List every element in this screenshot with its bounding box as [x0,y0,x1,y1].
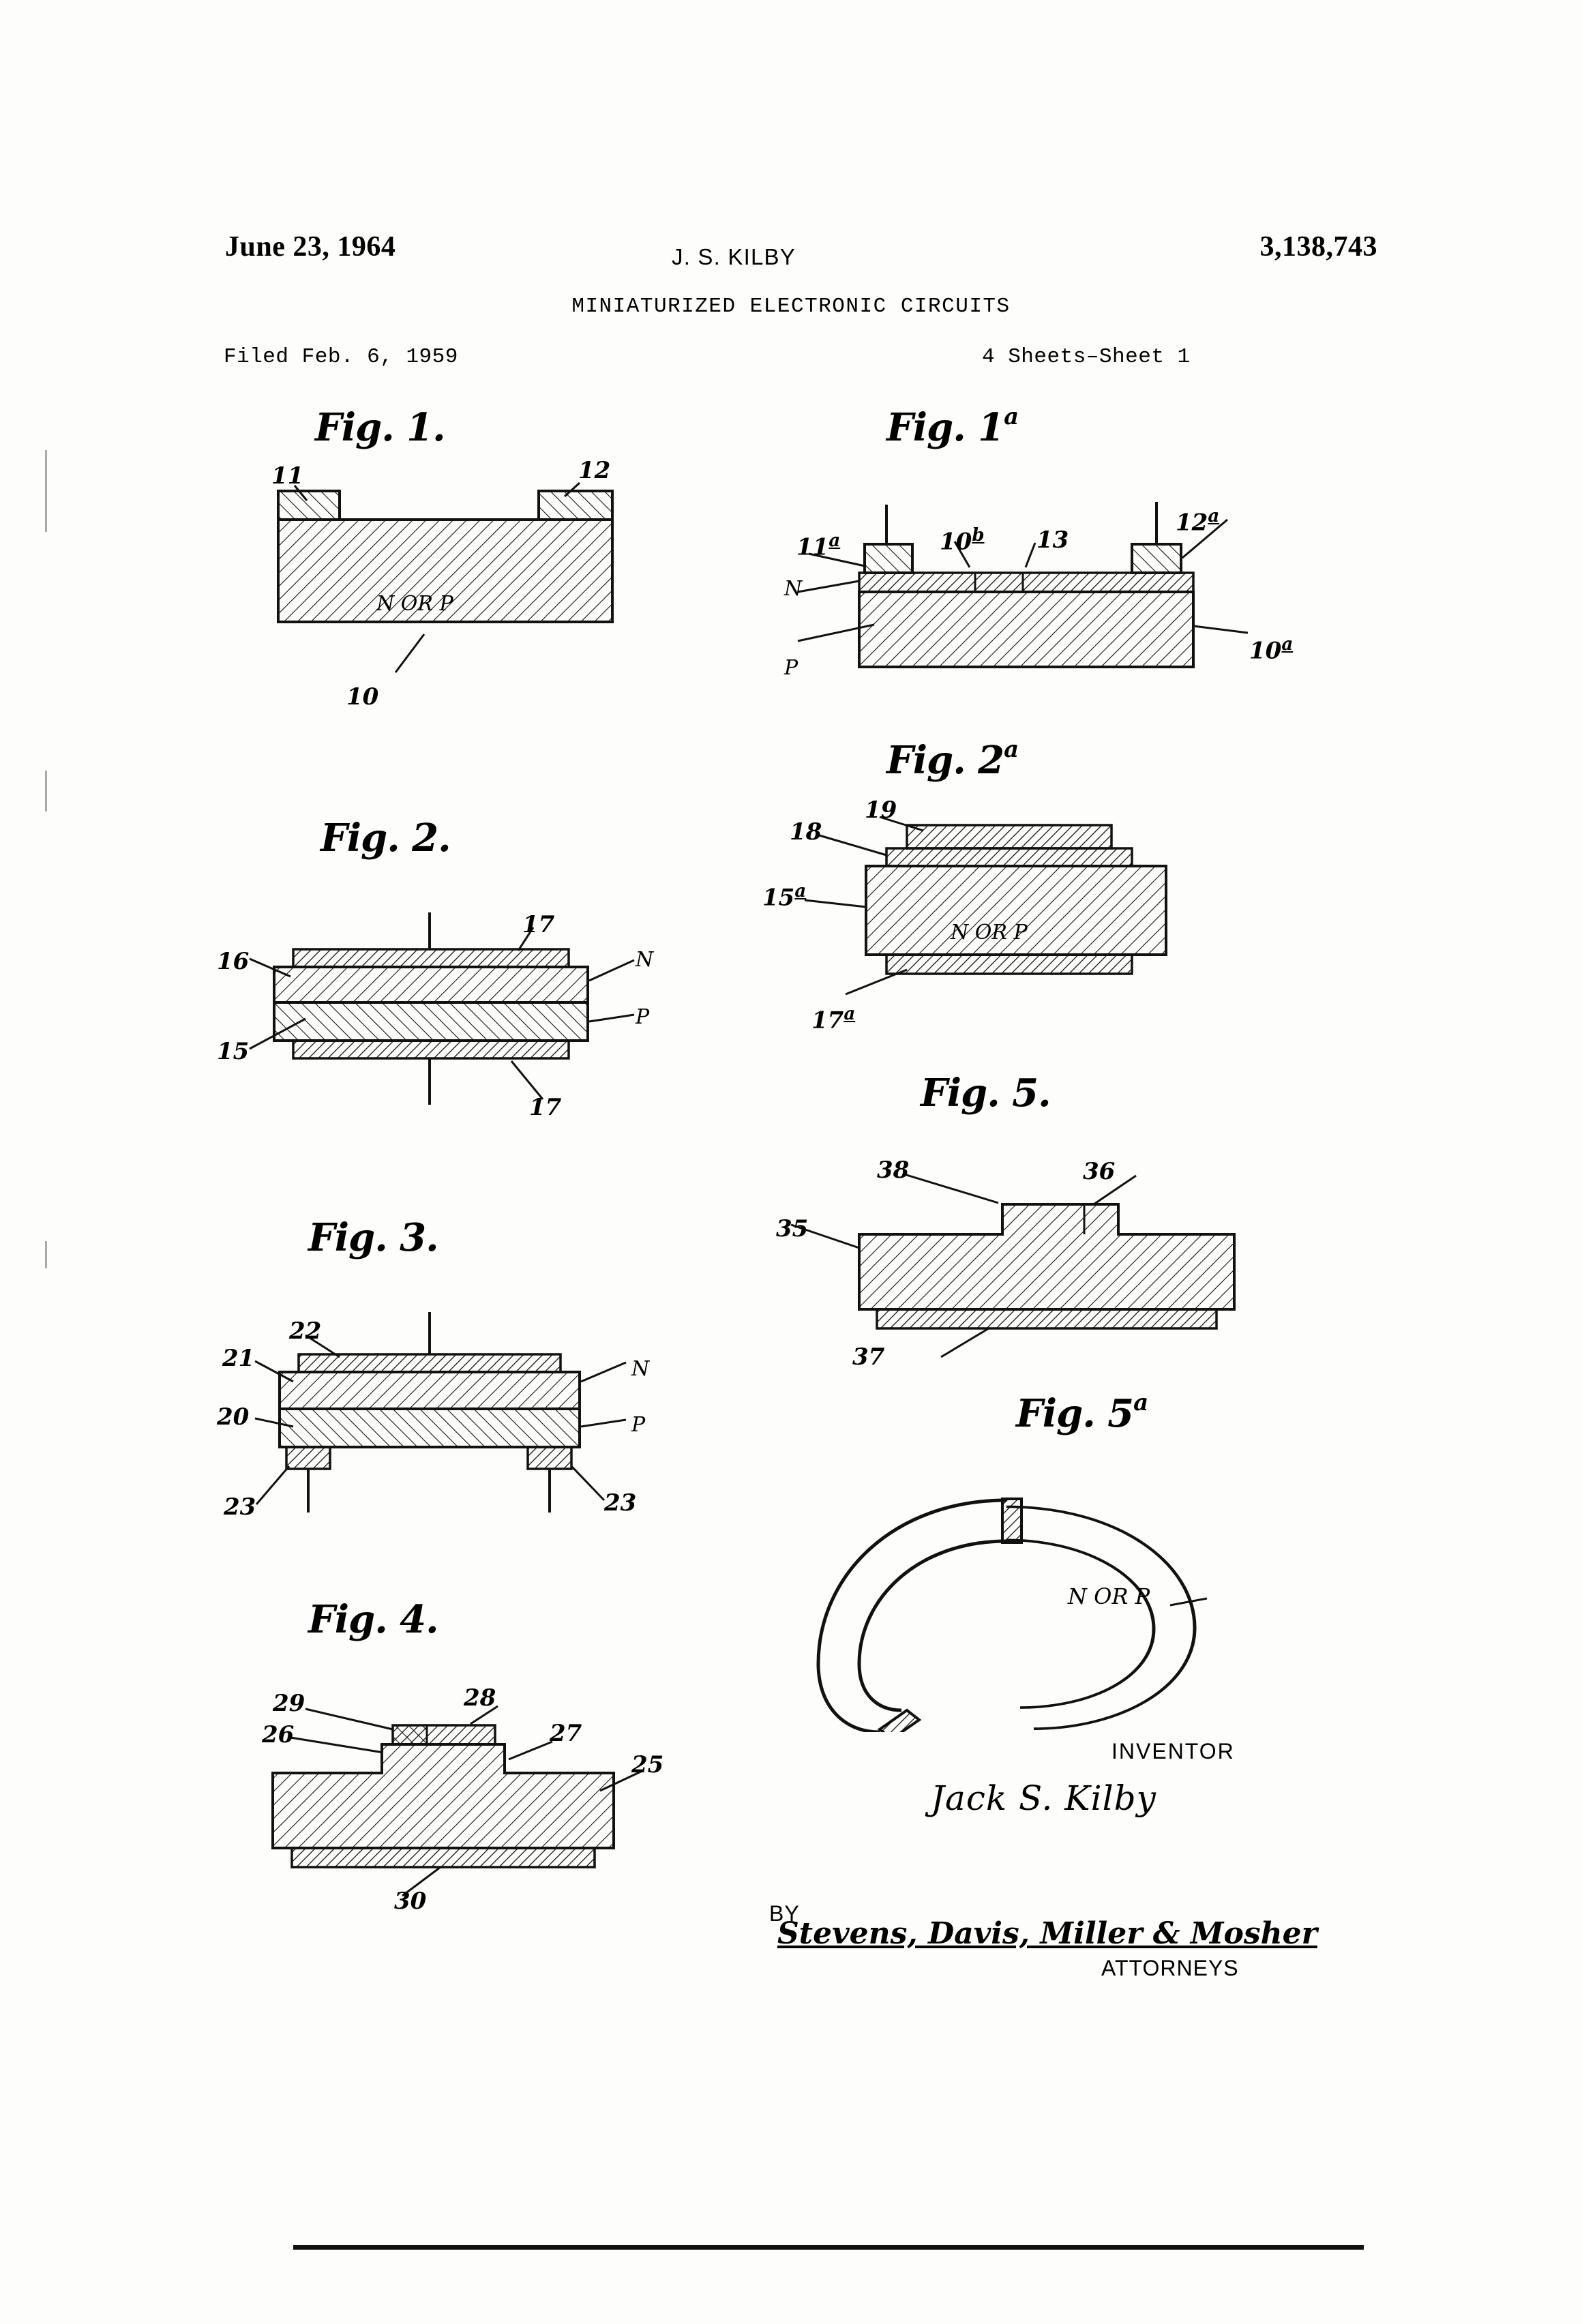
figure-3-ref-20: 20 [217,1403,250,1431]
figure-5-drawing [764,1146,1309,1364]
figure-2a-ref-15a: 15$^a$ [762,881,807,912]
figure-1a-ref-10a: 10$^a$ [1249,634,1294,665]
patent-number: 3,138,743 [1259,231,1377,263]
figure-4-ref-30: 30 [394,1888,427,1915]
figure-5a-label-main: Fig. 5 [1016,1391,1134,1436]
figure-3-ref-22: 22 [289,1317,322,1345]
figure-2-ref-17-bottom: 17 [529,1094,562,1121]
figure-3-ref-23-left: 23 [224,1493,256,1521]
figure-4-ref-26: 26 [262,1721,295,1748]
figure-5-label-suffix: . [1038,1071,1051,1116]
edge-tick-mark [45,771,47,811]
figure-1a-ref-10b: 10$^b$ [940,525,985,556]
figure-1-ref-10: 10 [346,683,379,711]
figure-5a-material-label: N OR P [1068,1583,1150,1609]
edge-tick-mark [45,450,47,532]
figure-1-ref-11: 11 [271,462,304,490]
figure-1-label [315,405,445,450]
figure-2-ref-15: 15 [217,1038,250,1065]
figure-1-ref-12: 12 [578,457,611,484]
figure-3-ref-23-right: 23 [604,1489,637,1517]
inventor-caption: INVENTOR [1111,1739,1235,1763]
figure-1a-ref-12a: 12$^a$ [1176,506,1220,537]
figure-2a-label-main: Fig. 2 [886,738,1004,783]
inventor-signature: Jack S. Kilby [931,1778,1156,1818]
figure-1a-ref-11a: 11$^a$ [796,531,841,561]
figure-5-ref-37: 37 [852,1343,885,1371]
figure-3-layer-n: N [631,1357,650,1381]
figure-2a-drawing [777,811,1323,1043]
figure-2-layer-p: P [636,1005,650,1029]
figure-2a-ref-18: 18 [790,818,822,846]
figure-1-label-main: Fig. 1 [315,405,433,450]
by-label: BY [769,1901,800,1926]
sheet-count: 4 Sheets–Sheet 1 [982,345,1191,369]
figure-3-layer-p: P [631,1413,646,1437]
figure-1a-label-suffix: a [1004,403,1019,431]
figure-1a-layer-p: P [784,656,799,680]
figure-5a-label [1016,1391,1148,1436]
figure-2-ref-16: 16 [217,948,250,975]
figure-4-label [308,1597,438,1642]
figure-2-layer-n: N [636,948,654,972]
figure-1a-layer-n: N [784,577,803,601]
figure-1a-ref-13: 13 [1036,526,1069,554]
figure-4-ref-25: 25 [631,1751,664,1778]
figure-1a-label [886,405,1018,450]
figure-5-label [921,1071,1051,1116]
figure-5-ref-36: 36 [1083,1158,1116,1185]
figure-2-label-suffix: . [438,816,451,861]
figure-2-drawing [225,900,702,1146]
figure-2a-ref-17a: 17$^a$ [811,1004,856,1034]
figure-2-ref-17-top: 17 [522,911,555,938]
figure-2a-label [886,738,1018,783]
figure-4-ref-27: 27 [550,1720,582,1747]
bottom-rule [293,2245,1364,2250]
figure-2a-material-label: N OR P [951,921,1028,944]
figure-2a-ref-19: 19 [865,796,897,824]
figure-5-label-main: Fig. 5 [921,1071,1039,1116]
figure-4-label-suffix: . [426,1597,438,1642]
figure-2-label [320,816,451,861]
edge-tick-mark [45,1241,47,1268]
attorneys-signature: Stevens, Davis, Miller & Mosher [777,1916,1317,1951]
figure-2a-label-suffix: a [1004,736,1019,764]
attorneys-caption: ATTORNEYS [1101,1956,1239,1980]
figure-1a-label-main: Fig. 1 [886,405,1004,450]
inventor-initials: J. S. KILBY [672,244,796,269]
figure-1-material-label: N OR P [376,592,453,616]
figure-4-ref-29: 29 [273,1690,305,1717]
figure-3-ref-21: 21 [222,1345,255,1372]
figure-1-label-suffix: . [432,405,445,450]
figure-3-label-suffix: . [426,1215,438,1260]
figure-2-label-main: Fig. 2 [320,816,438,861]
figure-4-ref-28: 28 [464,1684,496,1712]
figure-3-label-main: Fig. 3 [308,1215,426,1260]
figure-4-label-main: Fig. 4 [308,1597,426,1642]
figure-1-drawing [259,471,696,696]
filing-date: Filed Feb. 6, 1959 [224,345,458,369]
figure-5-ref-38: 38 [877,1157,910,1184]
figure-5a-label-suffix: a [1133,1389,1148,1417]
figure-5-ref-35: 35 [776,1215,809,1242]
patent-title: MINIATURIZED ELECTRONIC CIRCUITS [571,295,1011,318]
issue-date: June 23, 1964 [225,231,396,263]
figure-3-label [308,1215,438,1260]
figure-5a-drawing [777,1459,1255,1732]
